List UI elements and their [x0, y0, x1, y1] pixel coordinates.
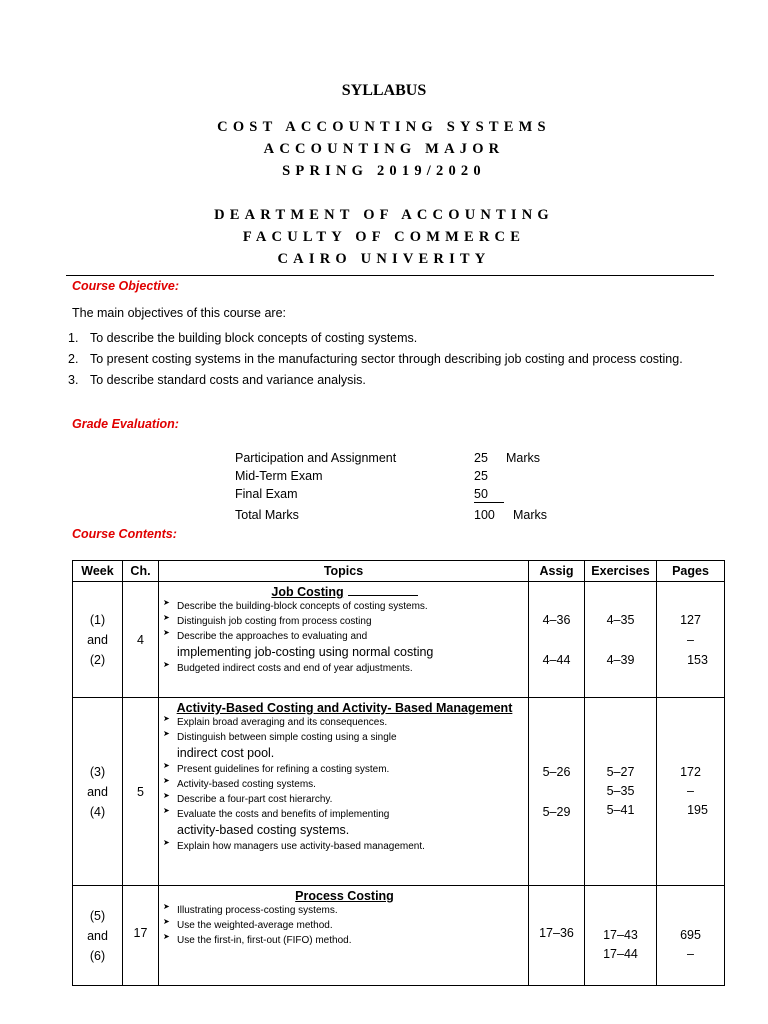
- list-item: 3. To describe standard costs and variance analysis.: [68, 373, 366, 387]
- topic-bullet: ➤ Activity-based costing systems.: [163, 776, 316, 790]
- list-item: 1. To describe the building block concepts of costing systems.: [68, 331, 418, 345]
- arrow-bullet-icon: ➤: [163, 917, 170, 926]
- topic-bullet: ➤ Present guidelines for refining a costing system.: [163, 761, 390, 775]
- grade-item: Mid-Term Exam: [235, 469, 323, 483]
- assig-cell: 5–26 5–29: [529, 698, 585, 886]
- grade-value: 25: [474, 451, 488, 465]
- grade-value: 100: [474, 508, 495, 522]
- table-row: [73, 582, 725, 698]
- column-header-assig: Assig: [529, 561, 585, 582]
- topic-bullet: ➤ Budgeted indirect costs and end of year adjustments.: [163, 660, 413, 674]
- document-title: SYLLABUS: [341, 82, 427, 99]
- grade-unit: Marks: [513, 508, 548, 522]
- arrow-bullet-icon: ➤: [163, 838, 170, 847]
- grade-value: 50: [474, 487, 504, 503]
- arrow-bullet-icon: ➤: [163, 613, 170, 622]
- topics-cell: [159, 886, 529, 986]
- arrow-bullet-icon: ➤: [163, 598, 170, 607]
- assig-cell: 17–36: [529, 886, 585, 986]
- week-cell: (5) and (6): [73, 886, 123, 986]
- topics-cell: [159, 582, 529, 698]
- column-header-chapter: Ch.: [123, 561, 159, 582]
- topic-bullet: ➤ Explain broad averaging and its consequences.: [163, 714, 388, 728]
- arrow-bullet-icon: ➤: [163, 714, 170, 723]
- pages-cell: 695 –: [657, 886, 725, 986]
- table-header-row: [73, 561, 725, 582]
- term: SPRING 2019/2020: [282, 163, 486, 179]
- pages-cell: 172 – 195: [657, 698, 725, 886]
- topic-bullet: ➤ Explain how managers use activity-based management.: [163, 838, 425, 852]
- topic-bullet: ➤ Use the first-in, first-out (FIFO) method.: [163, 932, 352, 946]
- arrow-bullet-icon: ➤: [163, 776, 170, 785]
- department-name: DEARTMENT OF ACCOUNTING: [214, 207, 554, 223]
- chapter-cell: 5: [123, 698, 159, 886]
- header-divider: [66, 275, 714, 276]
- objective-list: [68, 330, 728, 393]
- arrow-bullet-icon: ➤: [163, 761, 170, 770]
- major-name: ACCOUNTING MAJOR: [263, 141, 505, 157]
- table-row: [73, 698, 725, 886]
- arrow-bullet-icon: ➤: [163, 932, 170, 941]
- arrow-bullet-icon: ➤: [163, 660, 170, 669]
- chapter-cell: 17: [123, 886, 159, 986]
- column-header-week: Week: [73, 561, 123, 582]
- grade-value: 25: [474, 469, 488, 483]
- topic-bullet: ➤ Distinguish between simple costing using a single indirect cost pool.: [163, 729, 397, 760]
- course-contents-label: Course Contents:: [72, 527, 177, 541]
- column-header-exercises: Exercises: [585, 561, 657, 582]
- grade-item: Total Marks: [235, 508, 299, 522]
- chapter-cell: 4: [123, 582, 159, 698]
- grade-item: Final Exam: [235, 487, 298, 501]
- topic-bullet: ➤ Describe the building-block concepts of costing systems.: [163, 598, 428, 612]
- course-name: COST ACCOUNTING SYSTEMS: [217, 119, 551, 135]
- topic-heading: Process Costing: [295, 889, 394, 903]
- column-header-pages: Pages: [657, 561, 725, 582]
- arrow-bullet-icon: ➤: [163, 628, 170, 637]
- topic-heading: Activity-Based Costing and Activity- Based Management: [176, 701, 513, 715]
- topic-bullet: ➤ Distinguish job costing from process costing: [163, 613, 372, 627]
- objective-intro: The main objectives of this course are:: [72, 306, 286, 320]
- arrow-bullet-icon: ➤: [163, 729, 170, 738]
- exercises-cell: 17–43 17–44: [585, 886, 657, 986]
- topic-bullet: ➤ Describe a four-part cost hierarchy.: [163, 791, 333, 805]
- course-contents-table: [72, 560, 725, 986]
- grade-item: Participation and Assignment: [235, 451, 397, 465]
- topic-bullet: ➤ Evaluate the costs and benefits of implementing activity-based costing systems.: [163, 806, 390, 837]
- arrow-bullet-icon: ➤: [163, 791, 170, 800]
- course-objective-label: Course Objective:: [72, 279, 179, 293]
- week-cell: (3) and (4): [73, 698, 123, 886]
- faculty-name: FACULTY OF COMMERCE: [242, 229, 526, 245]
- week-cell: (1) and (2): [73, 582, 123, 698]
- arrow-bullet-icon: ➤: [163, 806, 170, 815]
- pages-cell: 127 – 153: [657, 582, 725, 698]
- grade-unit: Marks: [506, 451, 541, 465]
- assig-cell: 4–36 4–44: [529, 582, 585, 698]
- topic-bullet: ➤ Illustrating process-costing systems.: [163, 902, 338, 916]
- column-header-topics: Topics: [159, 561, 529, 582]
- topic-heading: Job Costing: [165, 585, 524, 599]
- arrow-bullet-icon: ➤: [163, 902, 170, 911]
- list-item: 2. To present costing systems in the manufacturing sector through describing job costing and process costing.: [68, 352, 683, 366]
- exercises-cell: 4–35 4–39: [585, 582, 657, 698]
- topic-bullet: ➤ Use the weighted-average method.: [163, 917, 333, 931]
- grade-evaluation-label: Grade Evaluation:: [72, 417, 179, 431]
- table-row: [73, 886, 725, 986]
- exercises-cell: 5–27 5–35 5–41: [585, 698, 657, 886]
- topic-bullet: ➤ Describe the approaches to evaluating and implementing job-costing using normal costing: [163, 628, 434, 659]
- topics-cell: [159, 698, 529, 886]
- university-name: CAIRO UNIVERITY: [277, 251, 491, 267]
